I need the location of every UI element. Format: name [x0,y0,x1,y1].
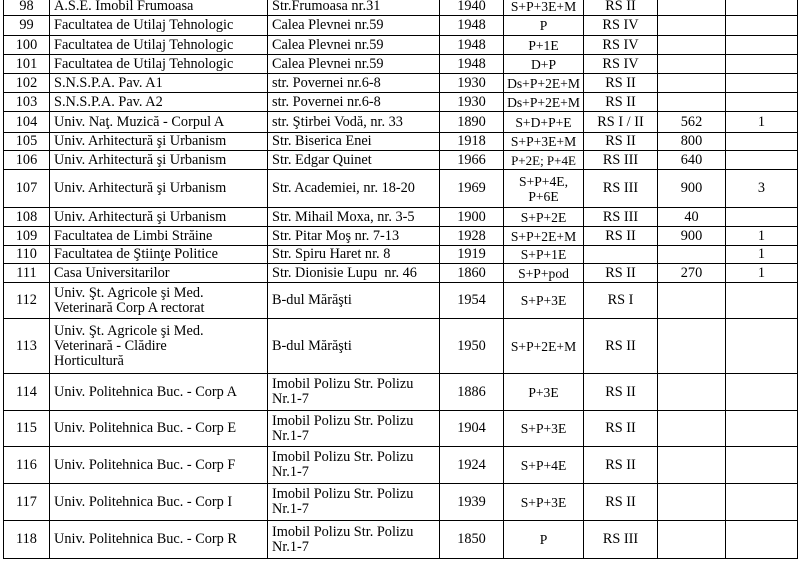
building-height: S+D+P+E [504,112,584,133]
construction-year: 1969 [440,170,504,208]
row-number: 108 [4,208,50,227]
table-row [4,16,798,36]
construction-year: 1950 [440,319,504,374]
construction-year: 1860 [440,264,504,283]
building-height: P+1E [504,36,584,55]
building-name: Univ. Politehnica Buc. - Corp I [50,484,268,521]
building-height: Ds+P+2E+M [504,93,584,112]
built-area [658,36,726,55]
seismic-risk-class: RS II [584,374,658,411]
building-height: S+P+2E+M [504,227,584,246]
building-address: Imobil Polizu Str. Polizu Nr.1-7 [268,411,440,447]
count-value: 1 [726,112,798,133]
built-area [658,55,726,74]
construction-year: 1966 [440,151,504,170]
building-height: S+P+4E, P+6E [504,170,584,208]
building-address: B-dul Mărăşti [268,283,440,319]
building-name: Univ. Naţ. Muzică - Corpul A [50,112,268,133]
count-value [726,374,798,411]
built-area: 800 [658,133,726,151]
table-row [4,374,798,411]
count-value [726,411,798,447]
seismic-risk-class: RS II [584,484,658,521]
building-height: Ds+P+2E+M [504,74,584,93]
construction-year: 1948 [440,55,504,74]
count-value [726,74,798,93]
built-area: 640 [658,151,726,170]
built-area [658,93,726,112]
table-row [4,55,798,74]
building-name: Facultatea de Utilaj Tehnologic [50,36,268,55]
construction-year: 1886 [440,374,504,411]
count-value [726,521,798,559]
built-area [658,0,726,16]
row-number: 102 [4,74,50,93]
count-value: 1 [726,264,798,283]
table-row [4,151,798,170]
building-name: Univ. Arhitectură şi Urbanism [50,151,268,170]
building-name: Univ. Politehnica Buc. - Corp R [50,521,268,559]
building-address: Str. Biserica Enei [268,133,440,151]
construction-year: 1900 [440,208,504,227]
row-number: 101 [4,55,50,74]
building-address: Calea Plevnei nr.59 [268,55,440,74]
row-number: 98 [4,0,50,16]
built-area: 900 [658,170,726,208]
building-height: S+P+pod [504,264,584,283]
building-height: P+2E; P+4E [504,151,584,170]
building-name: Univ. Şt. Agricole şi Med. Veterinară Corp A rectorat [50,283,268,319]
count-value [726,319,798,374]
seismic-risk-class: RS II [584,0,658,16]
building-height: S+P+1E [504,246,584,264]
construction-year: 1890 [440,112,504,133]
seismic-risk-class: RS II [584,411,658,447]
row-number: 105 [4,133,50,151]
building-name: Facultatea de Utilaj Tehnologic [50,16,268,36]
row-number: 115 [4,411,50,447]
seismic-risk-class: RS III [584,208,658,227]
built-area: 270 [658,264,726,283]
count-value [726,133,798,151]
row-number: 116 [4,447,50,484]
table-row [4,170,798,208]
count-value: 3 [726,170,798,208]
row-number: 106 [4,151,50,170]
construction-year: 1954 [440,283,504,319]
table-row [4,133,798,151]
building-height: S+P+3E+M [504,133,584,151]
built-area [658,411,726,447]
row-number: 117 [4,484,50,521]
construction-year: 1948 [440,36,504,55]
built-area [658,447,726,484]
seismic-risk-class: RS IV [584,55,658,74]
buildings-table [3,0,798,559]
building-name: Facultatea de Utilaj Tehnologic [50,55,268,74]
building-height: S+P+2E [504,208,584,227]
building-name: Casa Universitarilor [50,264,268,283]
construction-year: 1904 [440,411,504,447]
building-address: Imobil Polizu Str. Polizu Nr.1-7 [268,374,440,411]
building-address: Imobil Polizu Str. Polizu Nr.1-7 [268,484,440,521]
table-row [4,93,798,112]
building-name: Univ. Politehnica Buc. - Corp F [50,447,268,484]
built-area [658,16,726,36]
table-body [4,0,798,559]
building-name: A.S.E. Imobil Frumoasa [50,0,268,16]
building-address: Imobil Polizu Str. Polizu Nr.1-7 [268,447,440,484]
table-row [4,112,798,133]
count-value [726,484,798,521]
built-area: 900 [658,227,726,246]
built-area: 40 [658,208,726,227]
built-area [658,283,726,319]
building-name: S.N.S.P.A. Pav. A1 [50,74,268,93]
table-row [4,74,798,93]
table-row [4,447,798,484]
building-address: Str.Frumoasa nr.31 [268,0,440,16]
table-row [4,264,798,283]
table-row [4,319,798,374]
building-name: Univ. Politehnica Buc. - Corp A [50,374,268,411]
building-name: S.N.S.P.A. Pav. A2 [50,93,268,112]
row-number: 104 [4,112,50,133]
construction-year: 1918 [440,133,504,151]
row-number: 111 [4,264,50,283]
count-value [726,0,798,16]
count-value [726,447,798,484]
seismic-risk-class: RS III [584,170,658,208]
construction-year: 1930 [440,74,504,93]
construction-year: 1940 [440,0,504,16]
seismic-risk-class [584,246,658,264]
seismic-risk-class: RS II [584,93,658,112]
seismic-risk-class: RS I / II [584,112,658,133]
seismic-risk-class: RS II [584,74,658,93]
construction-year: 1948 [440,16,504,36]
row-number: 118 [4,521,50,559]
construction-year: 1919 [440,246,504,264]
building-address: Imobil Polizu Str. Polizu Nr.1-7 [268,521,440,559]
building-height: S+P+3E [504,484,584,521]
row-number: 112 [4,283,50,319]
count-value [726,208,798,227]
seismic-risk-class: RS II [584,447,658,484]
row-number: 107 [4,170,50,208]
building-address: Str. Academiei, nr. 18-20 [268,170,440,208]
table-row [4,411,798,447]
table-row [4,484,798,521]
seismic-risk-class: RS II [584,264,658,283]
count-value [726,93,798,112]
construction-year: 1850 [440,521,504,559]
built-area [658,521,726,559]
row-number: 114 [4,374,50,411]
row-number: 100 [4,36,50,55]
count-value: 1 [726,227,798,246]
seismic-risk-class: RS I [584,283,658,319]
count-value [726,36,798,55]
table-row [4,208,798,227]
building-height: D+P [504,55,584,74]
row-number: 99 [4,16,50,36]
building-name: Univ. Şt. Agricole şi Med. Veterinară - Clădire Horticultură [50,319,268,374]
construction-year: 1928 [440,227,504,246]
building-address: Str. Mihail Moxa, nr. 3-5 [268,208,440,227]
built-area [658,484,726,521]
seismic-risk-class: RS III [584,521,658,559]
building-name: Facultatea de Limbi Străine [50,227,268,246]
building-address: Str. Edgar Quinet [268,151,440,170]
seismic-risk-class: RS II [584,319,658,374]
building-name: Univ. Politehnica Buc. - Corp E [50,411,268,447]
table-row [4,36,798,55]
count-value [726,16,798,36]
building-address: Str. Spiru Haret nr. 8 [268,246,440,264]
building-address: Calea Plevnei nr.59 [268,16,440,36]
construction-year: 1939 [440,484,504,521]
built-area: 562 [658,112,726,133]
count-value [726,55,798,74]
table-row [4,246,798,264]
building-height: S+P+4E [504,447,584,484]
seismic-risk-class: RS IV [584,16,658,36]
seismic-risk-class: RS II [584,227,658,246]
built-area [658,246,726,264]
building-height: S+P+3E+M [504,0,584,16]
building-height: S+P+3E [504,283,584,319]
row-number: 103 [4,93,50,112]
built-area [658,74,726,93]
table-row [4,0,798,16]
building-address: Str. Pitar Moş nr. 7-13 [268,227,440,246]
building-name: Univ. Arhitectură şi Urbanism [50,208,268,227]
seismic-risk-class: RS IV [584,36,658,55]
construction-year: 1930 [440,93,504,112]
building-height: P [504,521,584,559]
building-height: P [504,16,584,36]
built-area [658,319,726,374]
table-row [4,521,798,559]
row-number: 109 [4,227,50,246]
row-number: 113 [4,319,50,374]
building-address: Str. Dionisie Lupu nr. 46 [268,264,440,283]
building-address: str. Povernei nr.6-8 [268,74,440,93]
building-address: str. Povernei nr.6-8 [268,93,440,112]
count-value [726,283,798,319]
building-height: S+P+2E+M [504,319,584,374]
building-height: P+3E [504,374,584,411]
seismic-risk-class: RS II [584,133,658,151]
row-number: 110 [4,246,50,264]
building-address: Calea Plevnei nr.59 [268,36,440,55]
table-row [4,227,798,246]
building-address: B-dul Mărăşti [268,319,440,374]
table-row [4,283,798,319]
count-value: 1 [726,246,798,264]
count-value [726,151,798,170]
building-name: Univ. Arhitectură şi Urbanism [50,133,268,151]
seismic-risk-class: RS III [584,151,658,170]
built-area [658,374,726,411]
building-height: S+P+3E [504,411,584,447]
building-name: Facultatea de Ştiinţe Politice [50,246,268,264]
building-address: str. Ştirbei Vodă, nr. 33 [268,112,440,133]
construction-year: 1924 [440,447,504,484]
building-name: Univ. Arhitectură şi Urbanism [50,170,268,208]
